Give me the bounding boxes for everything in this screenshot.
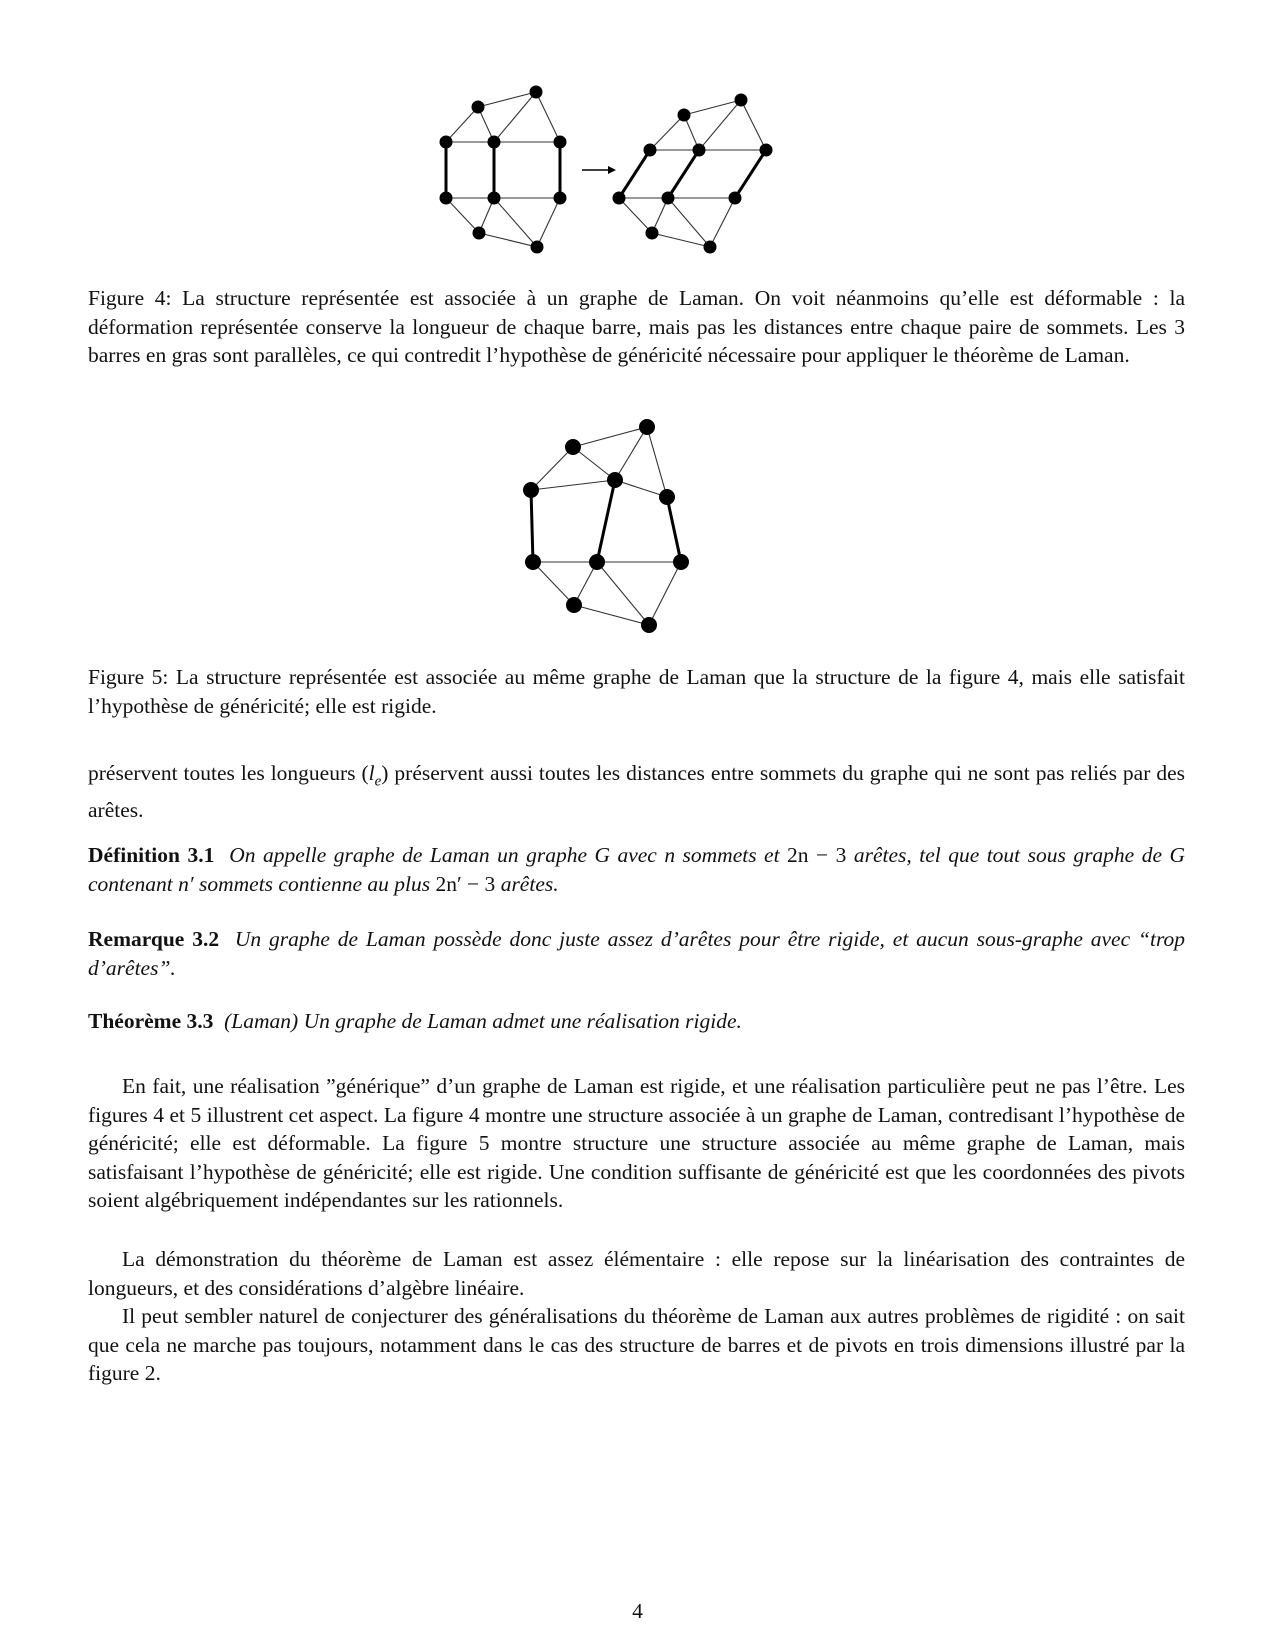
figure-4-left-structure bbox=[440, 86, 567, 254]
body-paragraph-3: Il peut sembler naturel de conjecturer des généralisations du théorème de Laman aux autres problèmes de rigidité : on sait que cela ne marche pas toujours, notamment dans le cas des structure de barres et de pivots en trois dimensions illustré par la figure 2. bbox=[88, 1304, 1185, 1385]
figure-5-graph bbox=[515, 415, 700, 640]
body-paragraph-2: La démonstration du théorème de Laman est assez élémentaire : elle repose sur la linéarisation des contraintes de longueurs, et des considérations d’algèbre linéaire. bbox=[88, 1247, 1185, 1300]
definition-text-1: On appelle graphe de Laman un graphe bbox=[229, 843, 595, 867]
figure-4-graph bbox=[430, 80, 790, 265]
figure-5-svg bbox=[515, 415, 700, 640]
definition-text-4: arêtes, tel que tout sous graphe de bbox=[846, 843, 1170, 867]
deformation-arrow-icon bbox=[582, 166, 616, 174]
page-number: 4 bbox=[632, 1599, 643, 1623]
theorem-3-3 bbox=[88, 1007, 1185, 1036]
remark-3-2 bbox=[88, 925, 1185, 982]
math-l: l bbox=[368, 761, 375, 785]
definition-text-5: contenant bbox=[88, 871, 179, 896]
definition-math-n: n bbox=[664, 843, 676, 867]
definition-math-count: 2n − 3 bbox=[787, 843, 847, 867]
theorem-label: Théorème 3.3 bbox=[88, 1009, 214, 1033]
body-paragraph-1: En fait, une réalisation ”générique” d’un graphe de Laman est rigide, et une réalisation particulière peut ne pas l’être. Les figures 4 et 5 illustrent cet aspect. La figure 4 montre une structure associée à un graphe de Laman, contredisant l’hypothèse de généricité; elle est déformable. La figure 5 montre structure une structure associée au même graphe de Laman, mais satisfaisant l’hypothèse de généricité; elle est rigide. Une condition suffisante de généricité est que les coordonnées des pivots soient algébriquement indépendantes sur les rationnels. bbox=[88, 1074, 1185, 1212]
remark-label: Remarque 3.2 bbox=[88, 927, 220, 951]
math-subscript-e: e bbox=[374, 773, 382, 790]
figure-4-right-structure bbox=[613, 94, 773, 254]
definition-text-7: arêtes. bbox=[495, 871, 559, 896]
continuation-text-start: préservent toutes les longueurs ( bbox=[88, 761, 369, 785]
definition-math-g2: G bbox=[1169, 843, 1185, 867]
definition-math-nprime: n′ bbox=[178, 871, 194, 896]
definition-math-count2: 2n′ − 3 bbox=[435, 871, 496, 896]
definition-text-6: sommets contienne au plus bbox=[193, 871, 436, 896]
figure-4-caption: Figure 4: La structure représentée est associée à un graphe de Laman. On voit néanmoins qu’elle est déformable : la déformation représentée conserve la longueur de chaque barre, mais pas les distances entre chaque paire de sommets. Les 3 barres en gras sont parallèles, ce qui contredit l’hypothèse de généricité nécessaire pour appliquer le théorème de Laman. bbox=[88, 286, 1185, 367]
continuation-text-end: ) préservent aussi toutes les distances entre sommets du graphe qui ne sont pas reliés par des arêtes. bbox=[88, 761, 1186, 822]
paragraph-continuation bbox=[88, 759, 1185, 824]
definition-label: Définition 3.1 bbox=[88, 843, 215, 867]
definition-text-3: sommets et bbox=[675, 843, 788, 867]
remark-text: Un graphe de Laman possède donc juste assez d’arêtes pour être rigide, et aucun sous-graphe avec “trop d’arêtes”. bbox=[88, 927, 1186, 980]
figure-5-caption: Figure 5: La structure représentée est associée au même graphe de Laman que la structure de la figure 4, mais elle satisfait l’hypothèse de généricité; elle est rigide. bbox=[88, 665, 1185, 718]
definition-math-g: G bbox=[594, 843, 610, 867]
figure-4-svg bbox=[430, 80, 790, 265]
definition-3-1 bbox=[88, 841, 1185, 898]
definition-text-2: avec bbox=[609, 843, 665, 867]
theorem-text: (Laman) Un graphe de Laman admet une réalisation rigide. bbox=[224, 1009, 742, 1033]
